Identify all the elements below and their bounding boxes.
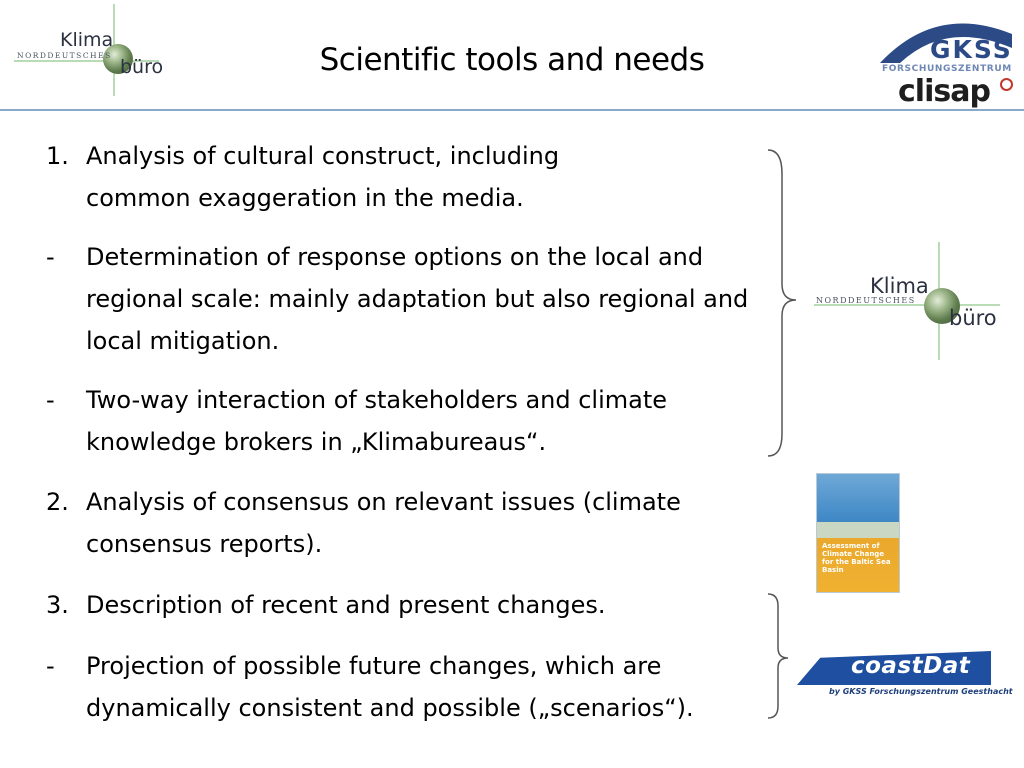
item-text: Description of recent and present changes. [86,591,606,619]
gkss-subtitle: FORSCHUNGSZENTRUM [882,64,1012,74]
slide-title: Scientific tools and needs [319,42,705,78]
brace-small-icon [766,592,796,722]
coastdat-subtitle: by GKSS Forschungszentrum Geesthacht [829,687,1013,696]
klima-norddeutsches: NORDDEUTSCHES [17,51,112,60]
header-divider [0,109,1024,111]
item-marker: - [46,652,55,680]
item-text: Projection of possible future changes, which are dynamically consistent and possible („scenarios“). [86,652,694,722]
klimabuero-logo-right [814,242,1004,362]
item-text: Determination of response options on the local and regional scale: mainly adaptation but also regional and local mitigation. [86,243,749,355]
item-marker: 2. [46,488,69,516]
baltic-assessment-book-cover [816,473,900,593]
book-title: Assessment of Climate Change for the Baltic Sea Basin [822,542,891,574]
item-marker: - [46,243,55,271]
item-marker: 3. [46,591,69,619]
klima-wordmark: Klima [870,274,929,298]
klima-norddeutsches: NORDDEUTSCHES [816,296,916,305]
gkss-clisap-logo [876,8,1020,110]
item-text: Analysis of consensus on relevant issues (climate consensus reports). [86,488,681,558]
item-text: Analysis of cultural construct, including common exaggeration in the media. [86,142,560,212]
gkss-wordmark: GKSS [930,35,1013,64]
clisap-ring-icon [1000,78,1013,91]
item-marker: 1. [46,142,69,170]
klima-wordmark: Klima [60,29,114,51]
klima-buero: büro [120,56,164,78]
klimabuero-logo-top [14,4,174,99]
coastdat-logo [797,651,1013,696]
brace-icon [766,144,806,464]
klima-buero: büro [949,306,997,330]
item-text: Two-way interaction of stakeholders and climate knowledge brokers in „Klimabureaus“. [86,386,668,456]
item-marker: - [46,386,55,414]
coastdat-wordmark: coastDat [851,653,971,679]
clisap-wordmark: clisap [898,74,990,109]
